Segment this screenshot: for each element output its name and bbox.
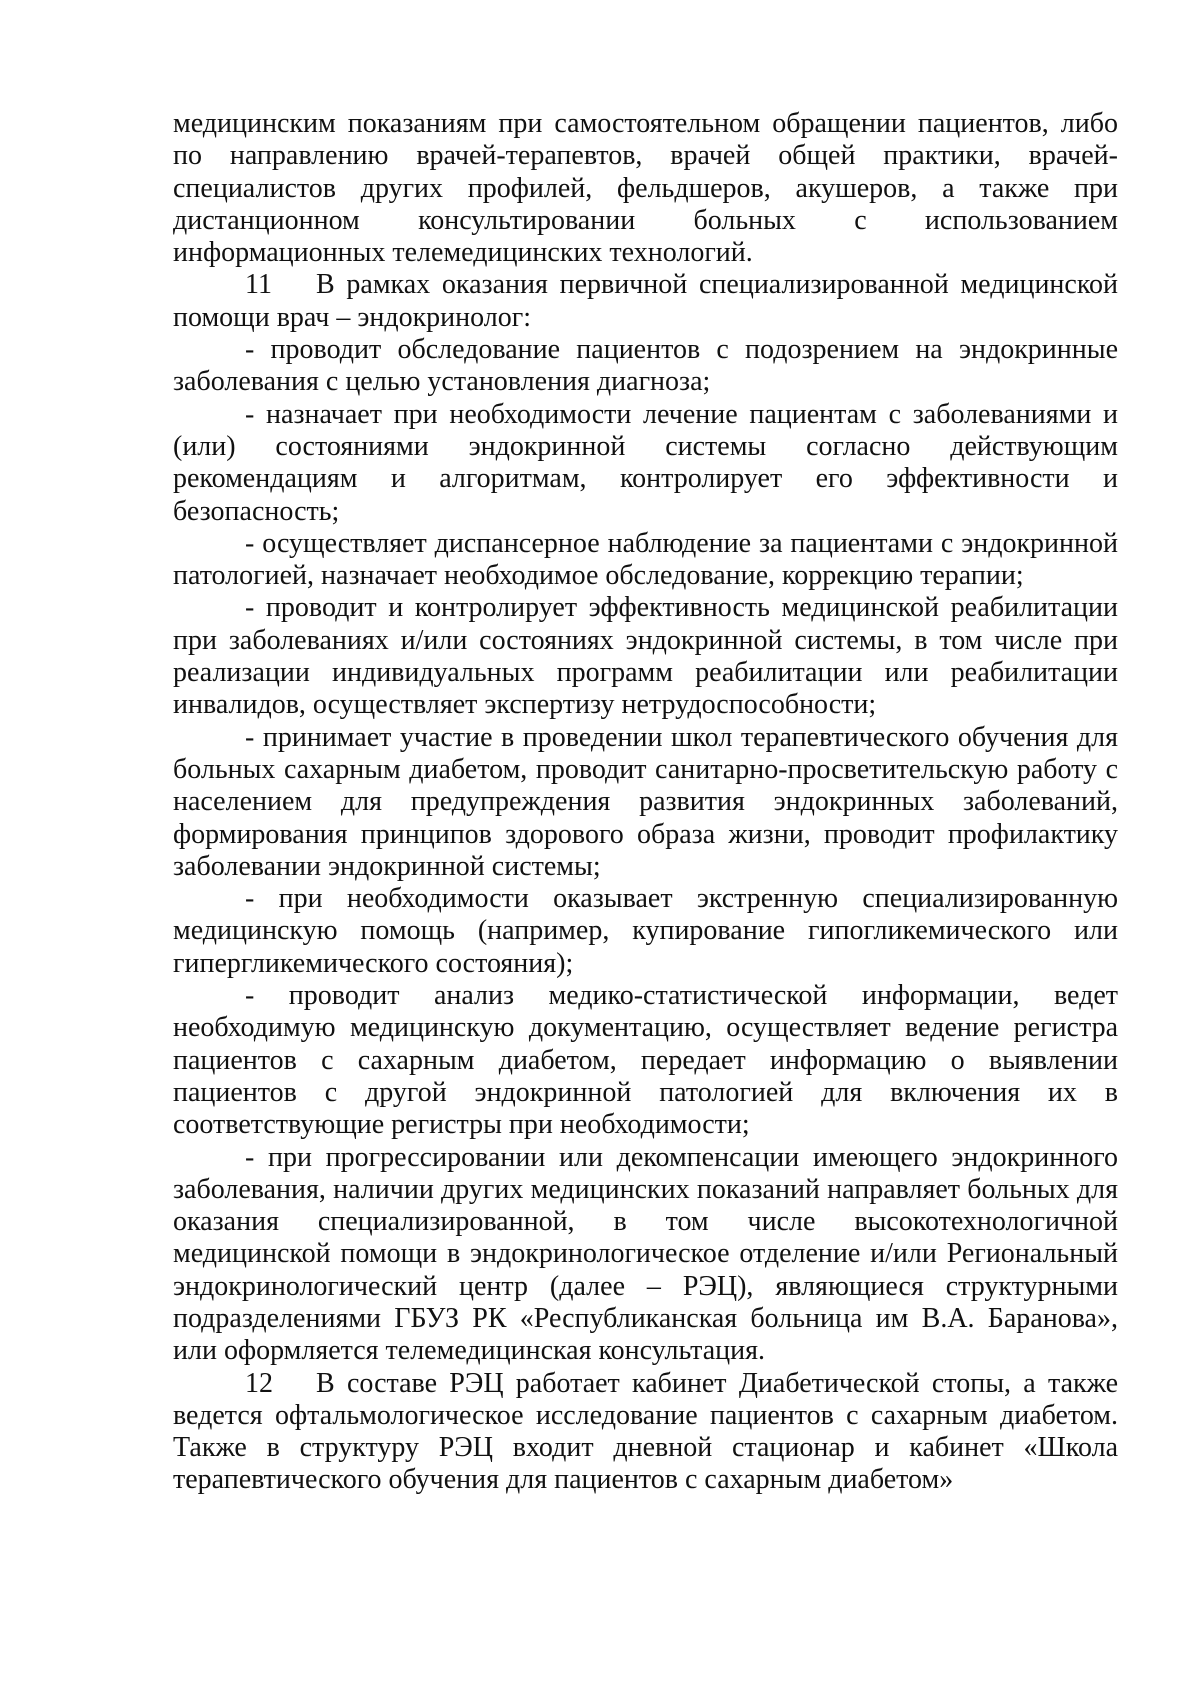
section-12-text: В составе РЭЦ работает кабинет Диабетической стопы, а также ведется офтальмологическое исследование пациентов с сахарным диабетом. Также в структуру РЭЦ входит дневной стационар и кабинет «Школа терапевтического обучения для пациентов с сахарным диабетом» bbox=[173, 1367, 1118, 1496]
list-item: - проводит анализ медико-статистической информации, ведет необходимую медицинскую документацию, осуществляет ведение регистра пациентов с сахарным диабетом, передает информацию о выявлении пациентов с другой эндокринной патологией для включения их в соответствующие регистры при необходимости; bbox=[173, 980, 1118, 1141]
section-11-number: 11 bbox=[245, 269, 272, 301]
document-page bbox=[173, 108, 1118, 1497]
list-item: - назначает при необходимости лечение пациентам с заболеваниями и (или) состояниями эндокринной системы согласно действующим рекомендациям и алгоритмам, контролирует его эффективности и безопасность; bbox=[173, 398, 1118, 527]
list-item: - при необходимости оказывает экстренную специализированную медицинскую помощь (например, купирование гипогликемического или гипергликемического состояния); bbox=[173, 883, 1118, 979]
list-item: - осуществляет диспансерное наблюдение за пациентами с эндокринной патологией, назначает необходимое обследование, коррекцию терапии; bbox=[173, 527, 1118, 592]
intro-paragraph: медицинским показаниям при самостоятельном обращении пациентов, либо по направлению врачей-терапевтов, врачей общей практики, врачей-специалистов других профилей, фельдшеров, акушеров, а также при дистанционном консультировании больных с использованием информационных телемедицинских технологий. bbox=[173, 108, 1118, 269]
section-12-paragraph bbox=[173, 1368, 1118, 1497]
section-11-paragraph bbox=[173, 269, 1118, 334]
list-item: - проводит обследование пациентов с подозрением на эндокринные заболевания с целью установления диагноза; bbox=[173, 334, 1118, 398]
list-item: - проводит и контролирует эффективность медицинской реабилитации при заболеваниях и/или состояниях эндокринной системы, в том числе при реализации индивидуальных программ реабилитации или реабилитации инвалидов, осуществляет экспертизу нетрудоспособности; bbox=[173, 592, 1118, 721]
section-12-number: 12 bbox=[245, 1367, 273, 1399]
list-item: - при прогрессировании или декомпенсации имеющего эндокринного заболевания, наличии других медицинских показаний направляет больных для оказания специализированной, в том числе высокотехнологичной медицинской помощи в эндокринологическое отделение и/или Региональный эндокринологический центр (далее – РЭЦ), являющиеся структурными подразделениями ГБУЗ РК «Республиканская больница им В.А. Баранова», или оформляется телемедицинская консультация. bbox=[173, 1141, 1118, 1367]
section-11-text: В рамках оказания первичной специализированной медицинской помощи врач – эндокринолог: bbox=[173, 269, 1118, 333]
list-item: - принимает участие в проведении школ терапевтического обучения для больных сахарным диабетом, проводит санитарно-просветительскую работу с населением для предупреждения развития эндокринных заболеваний, формирования принципов здорового образа жизни, проводит профилактику заболевании эндокринной системы; bbox=[173, 721, 1118, 882]
